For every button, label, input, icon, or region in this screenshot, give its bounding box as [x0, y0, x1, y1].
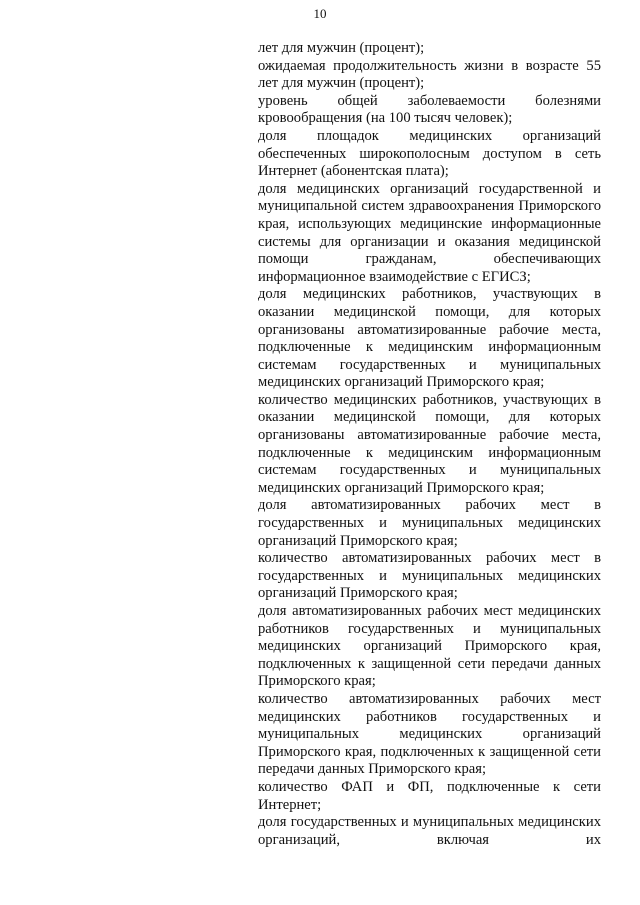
paragraph-2: ожидаемая продолжительность жизни в возрасте 55 лет для мужчин (процент); [258, 57, 601, 92]
paragraph-12: количество ФАП и ФП, подключенные к сети Интернет; [258, 778, 601, 813]
paragraph-10: доля автоматизированных рабочих мест медицинских работников государственных и муниципальных медицинских организаций Приморского края, подключенных к защищенной сети передачи данных Приморского края; [258, 603, 601, 690]
paragraph-8: доля автоматизированных рабочих мест в государственных и муниципальных медицинских организаций Приморского края; [258, 497, 601, 549]
document-body [258, 40, 601, 849]
paragraph-7: количество медицинских работников, участвующих в оказании медицинской помощи, для которых организованы автоматизированные рабочие места, подключенные к медицинским информационным системам государственных и муниципальных медицинских организаций Приморского края; [258, 391, 601, 496]
paragraph-5: доля медицинских организаций государственной и муниципальной систем здравоохранения Приморского края, использующих медицинские информационные системы для организации и оказания медицинской помощи гражданам, обеспечивающих информационное взаимодействие с ЕГИСЗ; [258, 180, 601, 285]
paragraph-13: доля государственных и муниципальных медицинских организаций, включая их [258, 814, 601, 848]
paragraph-1: лет для мужчин (процент); [258, 40, 425, 56]
paragraph-11: количество автоматизированных рабочих мест медицинских работников государственных и муниципальных медицинских организаций Приморского края, подключенных к защищенной сети передачи данных Приморского края; [258, 690, 601, 778]
page-number: 10 [313, 6, 327, 21]
paragraph-3: уровень общей заболеваемости болезнями кровообращения (на 100 тысяч человек); [258, 92, 601, 127]
paragraph-4: доля площадок медицинских организаций обеспеченных широкополосным доступом в сеть Интернет (абонентская плата); [258, 127, 601, 180]
paragraph-6: доля медицинских работников, участвующих в оказании медицинской помощи, для которых организованы автоматизированные рабочие места, подключенные к медицинским информационным системам государственных и муниципальных медицинских организаций Приморского края; [258, 286, 601, 391]
paragraph-9: количество автоматизированных рабочих мест в государственных и муниципальных медицинских организаций Приморского края; [258, 550, 601, 602]
